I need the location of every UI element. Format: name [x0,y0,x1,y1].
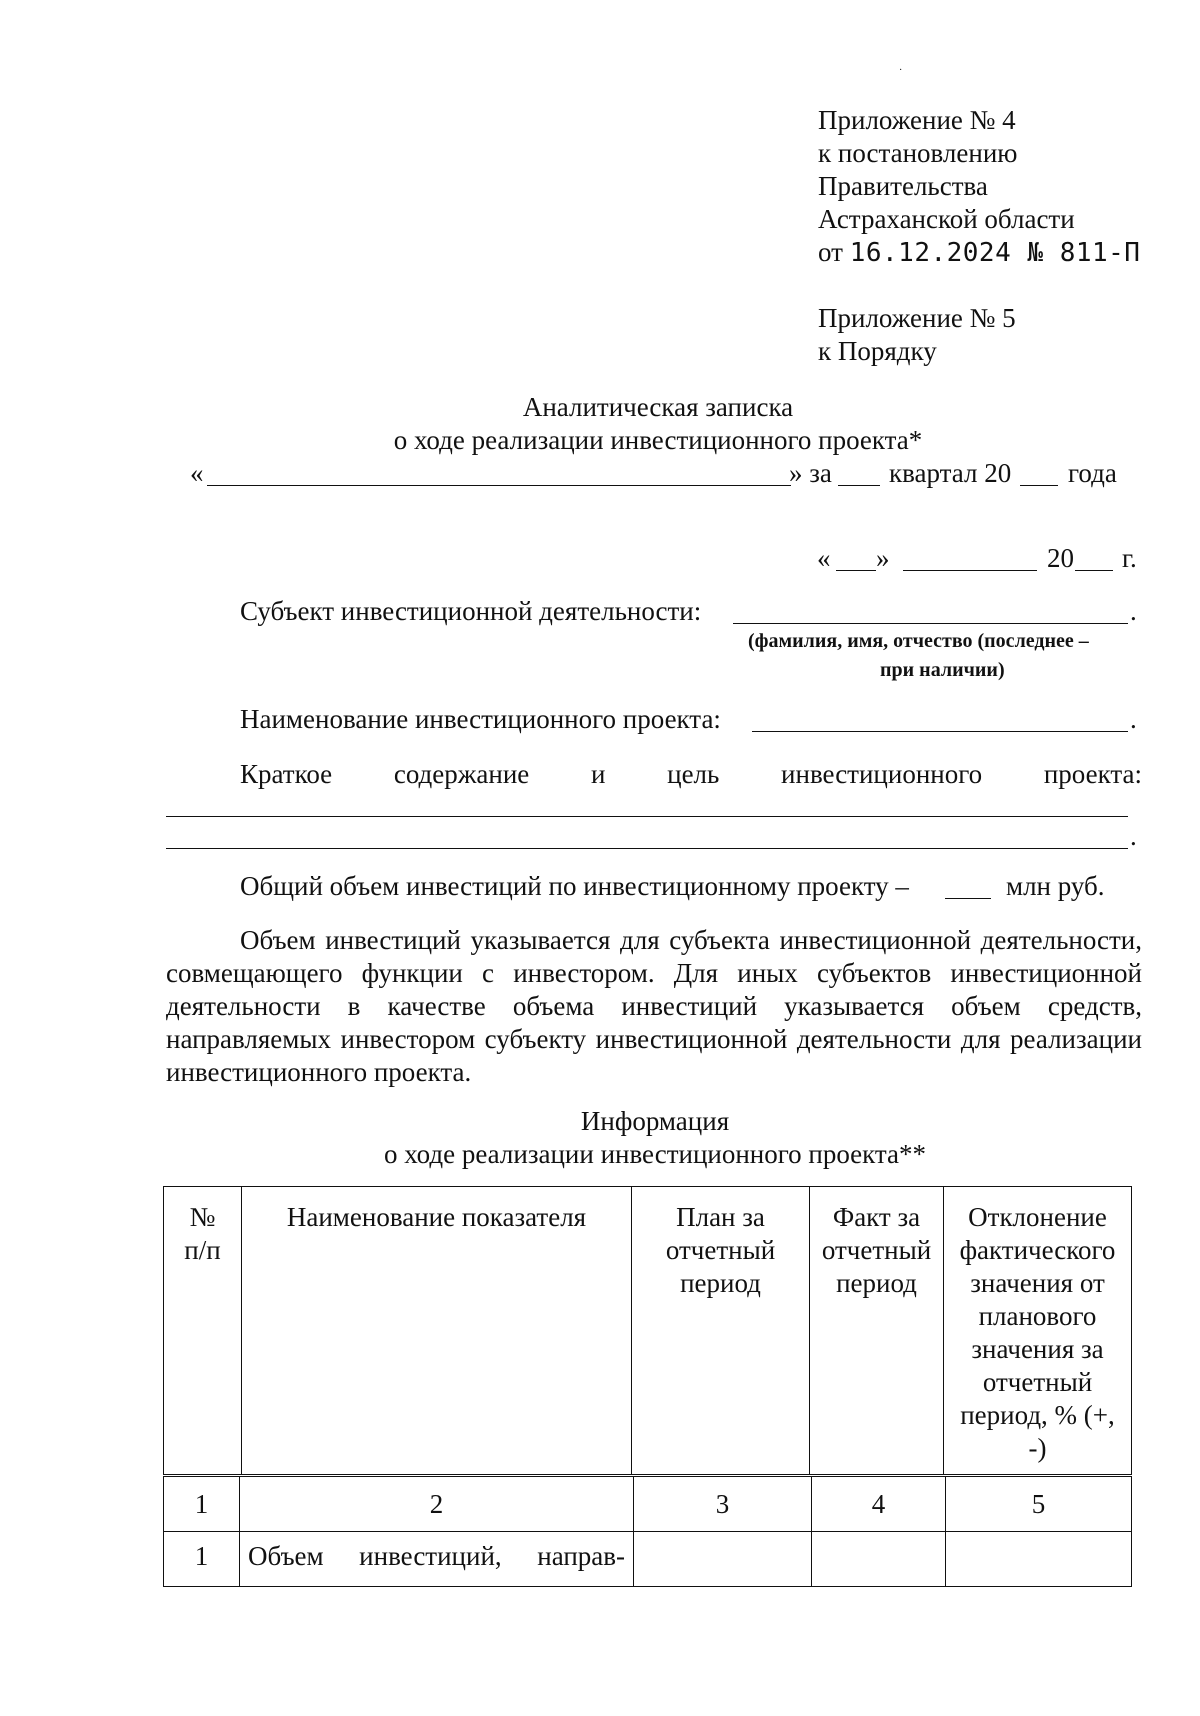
summary-line-2 [166,848,1128,849]
date-month-blank [903,570,1037,571]
appendix-4-line3: Правительства [818,171,988,201]
summary-word: проекта: [1043,759,1142,789]
info-table-header [163,1186,1132,1475]
summary-word: и [590,759,606,789]
summary-word: Краткое [240,759,333,789]
header-deviation: Отклонение фактического значения от планового значения за отчетный период, % (+, -) [944,1187,1132,1475]
appendix-5-block [818,302,1016,368]
appendix-4-line4: Астраханской области [818,204,1075,234]
date-prefix: от [818,237,843,267]
row-num: 1 [164,1532,240,1587]
info-table-body [163,1476,1132,1587]
date-year-suffix: г. [1122,543,1137,573]
investment-total-blank [945,898,991,899]
header-plan: План за отчетный период [632,1187,810,1475]
row-name-text: Объем инвестиций, направ- [248,1541,625,1571]
appendix-4-block [818,104,1140,270]
project-quote-open: « [190,458,204,488]
quarter-label: квартал 20 [889,458,1012,488]
appendix-5-line2: к Порядку [818,336,937,366]
project-name-label: Наименование инвестиционного проекта: [240,704,721,734]
col-number-2: 2 [240,1477,634,1532]
doc-title: Аналитическая записка [522,392,794,422]
date-stamp: 16.12.2024 № 811-П [849,238,1141,268]
summary-word: содержание [393,759,530,789]
date-day-blank [836,570,876,571]
subject-label: Субъект инвестиционной деятельности: [240,596,702,626]
col-number-1: 1 [164,1477,240,1532]
subject-end: . [1130,596,1137,626]
table-row [164,1532,1132,1587]
subject-caption-2: при наличии) [880,659,1005,681]
summary-label [240,759,1142,790]
date-quote-open: « [817,543,831,573]
row-deviation [946,1532,1132,1587]
row-plan [634,1532,812,1587]
date-quote-close: » [876,543,890,573]
row-name [240,1532,634,1587]
subject-caption-1: (фамилия, имя, отчество (последнее – [748,630,1089,652]
subject-blank [733,623,1128,624]
info-title: Информация [580,1106,730,1136]
header-name: Наименование показателя [242,1187,632,1475]
quarter-blank [838,485,880,486]
summary-word: цель [667,759,720,789]
note-paragraph: Объем инвестиций указывается для субъекта инвестиционной деятельности, совмещающего функции с инвестором. Для иных субъектов инвестиционной деятельности в качестве объема инвестиций указывается объем средств, направляемых инвестором субъекту инвестиционной деятельности для реализации инвестиционного проекта. [166,925,1142,1087]
project-name-end: . [1130,704,1137,734]
col-number-5: 5 [946,1477,1132,1532]
project-name-line [752,731,1128,732]
project-quote-close: » за [789,458,832,488]
summary-end: . [1130,821,1137,851]
project-name-blank [207,485,791,486]
investment-total-unit: млн руб. [1006,871,1105,901]
doc-subtitle: о ходе реализации инвестиционного проекта* [393,425,923,455]
summary-line-1 [166,816,1128,817]
row-fact [812,1532,946,1587]
col-number-3: 3 [634,1477,812,1532]
info-subtitle: о ходе реализации инвестиционного проекта** [383,1139,927,1169]
appendix-4-date [818,236,1140,270]
date-year-blank [1075,570,1113,571]
header-num: № п/п [164,1187,242,1475]
investment-total-text: Общий объем инвестиций по инвестиционному проекту – [240,871,909,901]
date-year-prefix: 20 [1047,543,1074,573]
col-number-4: 4 [812,1477,946,1532]
year-word: года [1068,458,1117,488]
appendix-4-line2: к постановлению [818,138,1018,168]
title-year-blank [1020,485,1058,486]
appendix-4-title: Приложение № 4 [818,105,1016,135]
header-fact: Факт за отчетный период [810,1187,944,1475]
appendix-5-title: Приложение № 5 [818,303,1016,333]
scan-speck: · [899,65,903,76]
summary-word: инвестиционного [781,759,983,789]
